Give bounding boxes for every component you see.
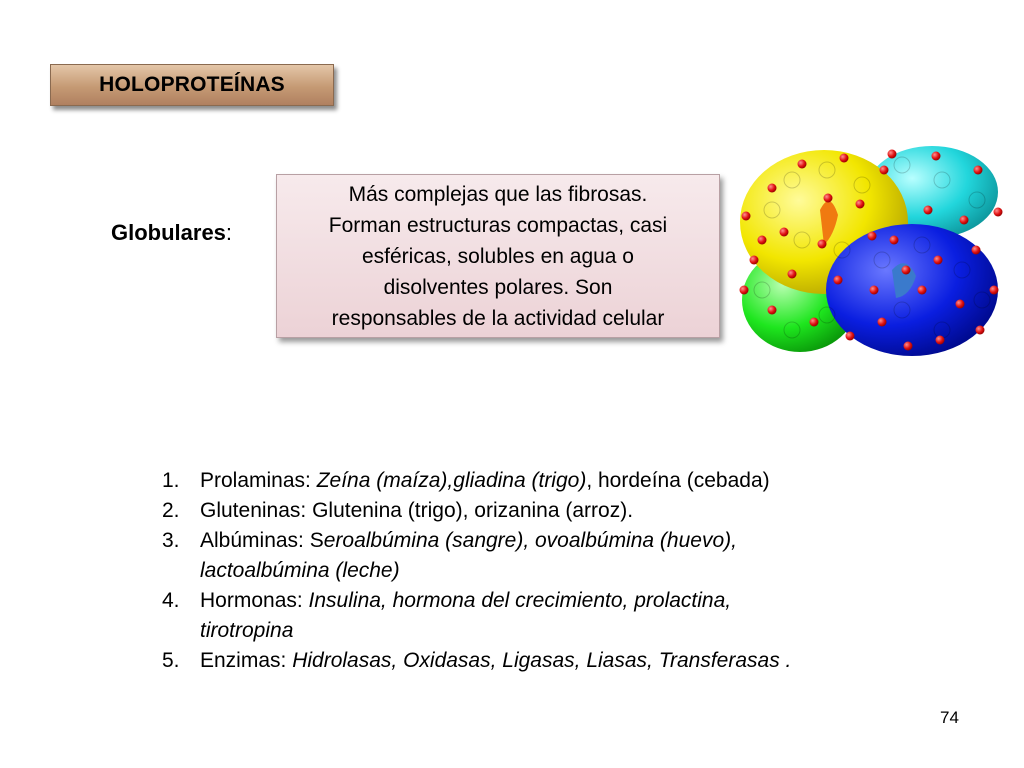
list-item-plain-text: Albúminas: S: [200, 529, 324, 552]
description-line-2: Forman estructuras compactas, casi: [328, 213, 668, 237]
list-item-number: 4.: [162, 589, 180, 612]
list-item-text: [200, 586, 942, 646]
globular-protein-image: [732, 140, 1008, 360]
globulares-label: [111, 220, 232, 246]
title-text: HOLOPROTEÍNAS: [99, 73, 285, 96]
list-item-text: [200, 466, 942, 496]
list-item-number: 5.: [162, 649, 180, 672]
list-item-plain-text: Gluteninas: Glutenina (trigo), orizanina (arroz).: [200, 499, 634, 522]
list-item-italic-text: Zeína (maíza),gliadina (trigo): [316, 469, 587, 492]
list-item-number: 2.: [162, 499, 180, 522]
list-item-italic-text: eroalbúmina (sangre), ovoalbúmina (huevo),: [323, 529, 737, 552]
description-box: [276, 174, 720, 338]
description-line-4: disolventes polares. Son: [383, 275, 613, 299]
list-item-plain-text: Hormonas:: [200, 589, 309, 612]
list-item-plain-text: Enzimas:: [200, 649, 293, 672]
list-item-plain-text: Prolaminas:: [200, 469, 317, 492]
list-item-italic-text: tirotropina: [200, 619, 294, 642]
list-item-italic-text: Insulina, hormona del crecimiento, prolactina,: [308, 589, 732, 612]
list-item-line: [200, 466, 942, 496]
list-item-line: [200, 586, 942, 616]
list-item-italic-text: lactoalbúmina (leche): [200, 559, 400, 582]
description-text: [329, 179, 667, 334]
list-item-line: [200, 616, 942, 646]
list-item-text: [200, 496, 942, 526]
globulares-text: Globulares: [111, 220, 226, 245]
list-item: [162, 496, 942, 526]
list-item-number: 1.: [162, 469, 180, 492]
list-item-italic-text: Hidrolasas, Oxidasas, Ligasas, Liasas, Transferasas .: [292, 649, 792, 672]
list-item-line: [200, 496, 942, 526]
title-banner: [50, 64, 334, 106]
list-item-line: [200, 556, 942, 586]
globulares-colon: :: [225, 220, 233, 245]
list-item-rest-text: , hordeína (cebada): [586, 469, 770, 492]
list-item: [162, 526, 942, 586]
description-line-5: responsables de la actividad celular: [331, 306, 665, 330]
page-number: 74: [940, 708, 959, 727]
list-item: [162, 466, 942, 496]
list-item-text: [200, 646, 942, 676]
list-item-line: [200, 646, 942, 676]
list-item-text: [200, 526, 942, 586]
list-item-line: [200, 526, 942, 556]
description-line-1: Más complejas que las fibrosas.: [348, 182, 648, 206]
description-line-3: esféricas, solubles en agua o: [361, 244, 634, 268]
list-item: [162, 646, 942, 676]
list-item: [162, 586, 942, 646]
list-item-number: 3.: [162, 529, 180, 552]
holoprotein-list: [162, 466, 942, 676]
